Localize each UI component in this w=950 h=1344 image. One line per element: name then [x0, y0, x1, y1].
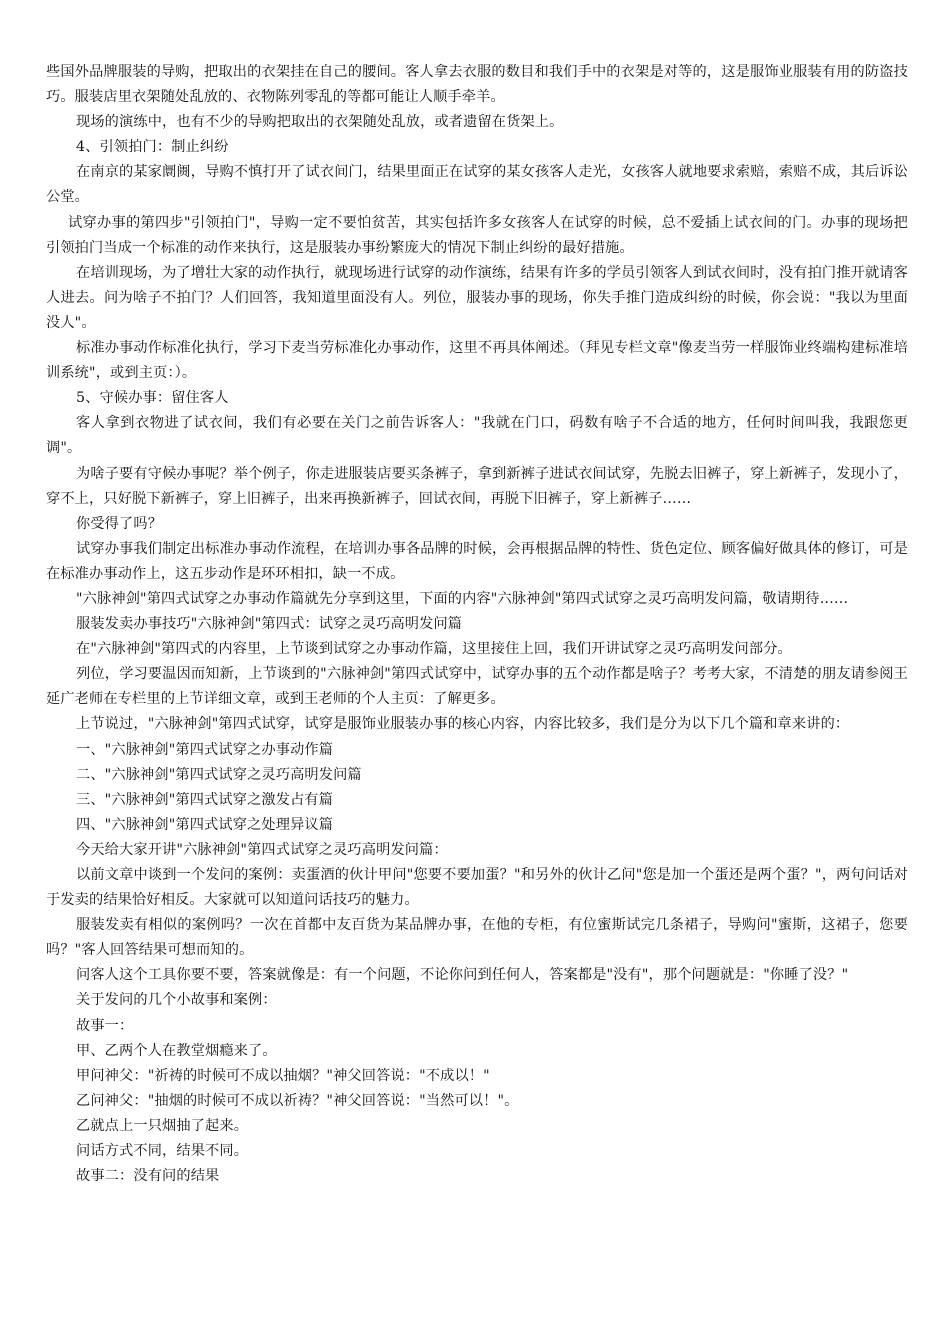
paragraph: 在南京的某家阛阓，导购不慎打开了试衣间门，结果里面正在试穿的某女孩客人走光，女孩客人就地要求索赔，索赔不成，其后诉讼公堂。 [46, 164, 908, 206]
paragraph: 四、"六脉神剑"第四式试穿之处理异议篇 [76, 816, 334, 833]
paragraph: 上节说过，"六脉神剑"第四式试穿，试穿是服饰业服装办事的核心内容，内容比较多，我们是分为以下几个篇和章来讲的： [76, 716, 850, 733]
paragraph: 标准办事动作标准化执行，学习下麦当劳标准化办事动作，这里不再具体阐述。（拜见专栏文章"像麦当劳一样服饰业终端构建标准培训系统"，或到主页：）。 [46, 340, 908, 382]
paragraph: 甲、乙两个人在教堂烟瘾来了。 [76, 1042, 277, 1059]
paragraph: 试穿办事的第四步"引领拍门"，导购一定不要怕贫苦，其实包括许多女孩客人在试穿的时候，总不爱插上试衣间的门。办事的现场把引领拍门当成一个标准的动作来执行，这是服装办事纷繁庞大的情况下制止纠纷的最好措施。 [46, 214, 908, 256]
paragraph: 问话方式不同，结果不同。 [76, 1143, 249, 1160]
paragraph: 些国外品牌服装的导购，把取出的衣架挂在自己的腰间。客人拿去衣服的数目和我们手中的衣架是对等的，这是服饰业服装有用的防盗技巧。服装店里衣架随处乱放的、衣物陈列零乱的等都可能让人顺手牵羊。 [46, 64, 908, 106]
paragraph: 为啥子要有守候办事呢？举个例子，你走进服装店要买条裤子，拿到新裤子进试衣间试穿，先脱去旧裤子，穿上新裤子，发现小了，穿不上，只好脱下新裤子，穿上旧裤子，出来再换新裤子，回试衣间，再脱下旧裤子，穿上新裤子…… [46, 465, 908, 507]
paragraph: 你受得了吗？ [76, 515, 163, 532]
paragraph: 甲问神父："祈祷的时候可不成以抽烟？"神父回答说："不成以！" [76, 1067, 490, 1084]
paragraph: 5、守候办事：留住客人 [76, 390, 229, 407]
paragraph: 故事二：没有问的结果 [76, 1168, 220, 1185]
paragraph: 二、"六脉神剑"第四式试穿之灵巧高明发问篇 [76, 766, 362, 783]
paragraph: 列位，学习要温因而知新，上节谈到的"六脉神剑"第四式试穿中，试穿办事的五个动作都是啥子？考考大家，不清楚的朋友请参阅王延广老师在专栏里的上节详细文章，或到王老师的个人主页：了解更多。 [46, 666, 908, 708]
paragraph: 今天给大家开讲"六脉神剑"第四式试穿之灵巧高明发问篇： [76, 841, 448, 858]
paragraph: 4、引领拍门：制止纠纷 [76, 139, 229, 156]
paragraph: 以前文章中谈到一个发问的案例：卖蛋酒的伙计甲问"您要不要加蛋？"和另外的伙计乙问"您是加一个蛋还是两个蛋？"，两句问话对于发卖的结果恰好相反。大家就可以知道问话技巧的魅力。 [46, 867, 908, 909]
paragraph: 三、"六脉神剑"第四式试穿之激发占有篇 [76, 791, 334, 808]
document-page [46, 60, 908, 1189]
paragraph: 乙问神父："抽烟的时候可不成以祈祷？"神父回答说："当然可以！"。 [76, 1092, 519, 1109]
paragraph: 在"六脉神剑"第四式的内容里，上节谈到试穿之办事动作篇，这里接住上回，我们开讲试穿之灵巧高明发问部分。 [76, 641, 792, 658]
paragraph: 乙就点上一只烟抽了起来。 [76, 1117, 249, 1134]
paragraph: 关于发问的几个小故事和案例： [76, 992, 277, 1009]
paragraph: 现场的演练中，也有不少的导购把取出的衣架随处乱放，或者遗留在货架上。 [76, 114, 564, 131]
paragraph: "六脉神剑"第四式试穿之办事动作篇就先分享到这里，下面的内容"六脉神剑"第四式试穿之灵巧高明发问篇，敬请期待…… [76, 590, 849, 607]
paragraph: 在培训现场，为了增壮大家的动作执行，就现场进行试穿的动作演练，结果有许多的学员引领客人到试衣间时，没有拍门推开就请客人进去。问为啥子不拍门？人们回答，我知道里面没有人。列位，服装办事的现场，你失手推门造成纠纷的时候，你会说："我以为里面没人"。 [46, 264, 908, 331]
paragraph: 一、"六脉神剑"第四式试穿之办事动作篇 [76, 741, 334, 758]
paragraph: 故事一： [76, 1017, 134, 1034]
paragraph: 服装发卖办事技巧"六脉神剑"第四式：试穿之灵巧高明发问篇 [76, 616, 463, 633]
paragraph: 试穿办事我们制定出标准办事动作流程，在培训办事各品牌的时候，会再根据品牌的特性、货色定位、顾客偏好做具体的修订，可是在标准办事动作上，这五步动作是环环相扣，缺一不成。 [46, 540, 908, 582]
paragraph: 问客人这个工具你要不要，答案就像是：有一个问题，不论你问到任何人，答案都是"没有"，那个问题就是："你睡了没？" [76, 967, 849, 984]
paragraph: 客人拿到衣物进了试衣间，我们有必要在关门之前告诉客人："我就在门口，码数有啥子不合适的地方，任何时间叫我，我跟您更调"。 [46, 415, 908, 457]
paragraph: 服装发卖有相似的案例吗？一次在首都中友百货为某品牌办事，在他的专柜，有位蜜斯试完几条裙子，导购问"蜜斯，这裙子，您要吗？"客人回答结果可想而知的。 [46, 917, 908, 959]
